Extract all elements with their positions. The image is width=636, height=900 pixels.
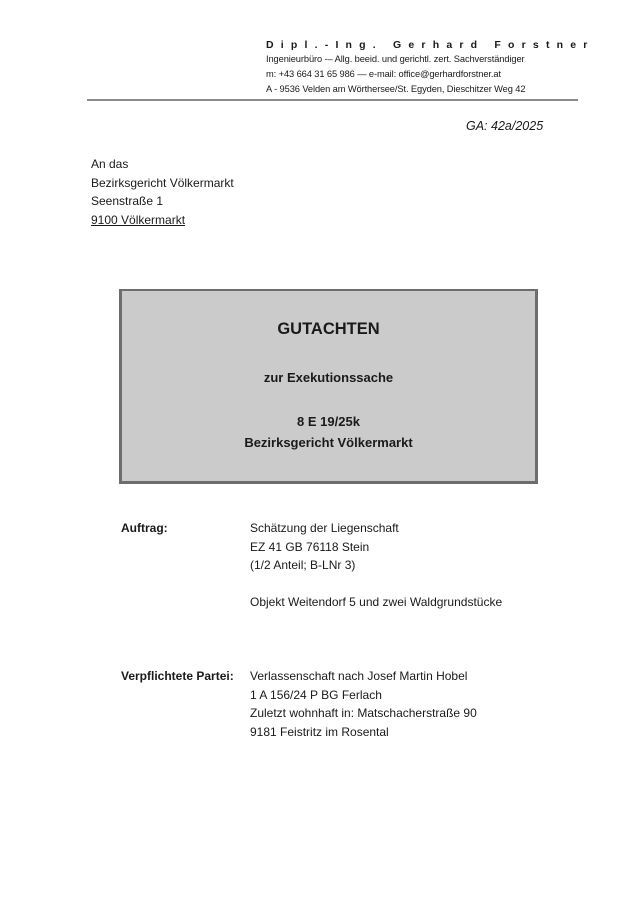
auftrag-line: Schätzung der Liegenschaft: [250, 521, 399, 535]
letterhead-profession: Ingenieurbüro -– Allg. beeid. und gerichtl. zert. Sachverständiger: [266, 54, 525, 64]
letterhead-contact: m: +43 664 31 65 986 — e-mail: office@gerhardforstner.at: [266, 69, 501, 79]
recipient-street: Seenstraße 1: [91, 194, 164, 209]
case-info: [122, 411, 535, 453]
case-number: 8 E 19/25k: [297, 414, 360, 429]
document-subtitle: zur Exekutionssache: [263, 370, 394, 385]
partei-value: [250, 667, 477, 742]
recipient-salutation: An das: [91, 157, 129, 171]
court-name: Bezirksgericht Völkermarkt: [244, 435, 413, 450]
reference-number: GA: 42a/2025: [466, 119, 544, 133]
auftrag-value: [250, 519, 502, 612]
auftrag-line: EZ 41 GB 76118 Stein: [250, 539, 370, 554]
recipient-city: 9100 Völkermarkt: [91, 213, 186, 228]
partei-line: 9181 Feistritz im Rosental: [250, 725, 389, 740]
letterhead: [266, 38, 595, 97]
auftrag-object: Objekt Weitendorf 5 und zwei Waldgrundstücke: [250, 595, 503, 610]
recipient-address: [91, 155, 234, 230]
partei-line: Zuletzt wohnhaft in: Matschacherstraße 90: [250, 706, 477, 721]
letterhead-address: A - 9536 Velden am Wörthersee/St. Egyden, Dieschitzer Weg 42: [266, 84, 526, 94]
document-title: GUTACHTEN: [277, 320, 380, 338]
auftrag-label: Auftrag:: [121, 521, 168, 535]
auftrag-line: (1/2 Anteil; B-LNr 3): [250, 558, 356, 573]
letterhead-name: Dipl.-Ing. Gerhard Forstner: [266, 39, 595, 51]
partei-line: Verlassenschaft nach Josef Martin Hobel: [250, 669, 468, 683]
title-box: [119, 289, 538, 484]
spacer: [250, 575, 502, 593]
letterhead-divider: [87, 99, 578, 101]
partei-label: Verpflichtete Partei:: [121, 669, 234, 683]
partei-line: 1 A 156/24 P BG Ferlach: [250, 687, 382, 702]
recipient-name: Bezirksgericht Völkermarkt: [91, 175, 234, 190]
